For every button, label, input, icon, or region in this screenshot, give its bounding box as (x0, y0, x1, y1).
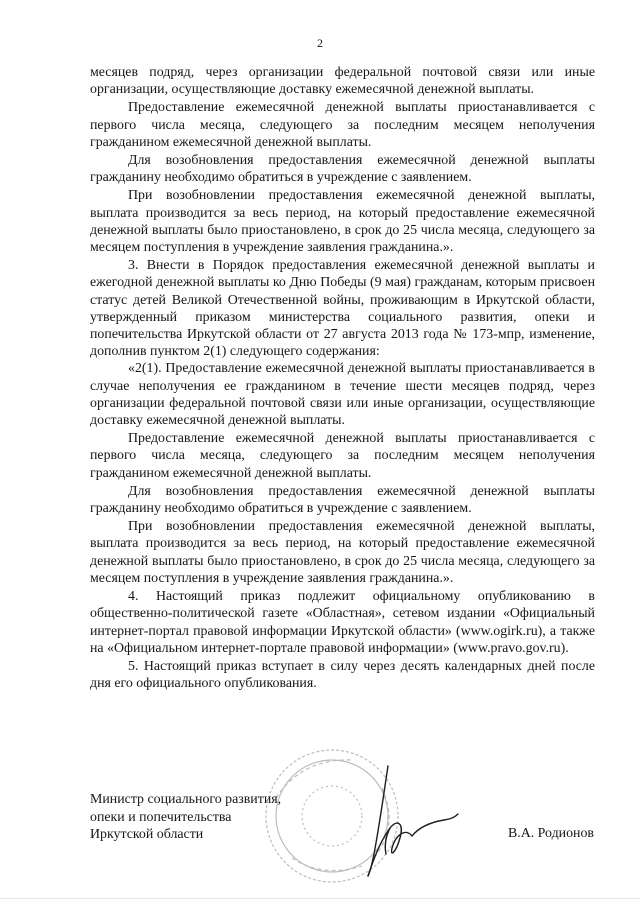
paragraph: Предоставление ежемесячной денежной выплаты приостанавливается с первого числа месяца, следующего за последним месяцем неполучения гражданином ежемесячной денежной выплаты. (90, 100, 595, 150)
paragraph-item-4: 4. Настоящий приказ подлежит официальному опубликованию в общественно-политической газете «Областная», сетевом издании «Официальный интернет-портал правовой информации Иркутской области» (www.ogirk.ru), а также на «Официальном интернет-портале правовой информации» (www.pravo.gov.ru). (90, 589, 595, 656)
paragraph: Предоставление ежемесячной денежной выплаты приостанавливается с первого числа месяца, следующего за последним месяцем неполучения гражданином ежемесячной денежной выплаты. (90, 431, 595, 481)
signatory-position (90, 791, 281, 844)
signatory-position-line: Министр социального развития, (90, 792, 282, 807)
paragraph: При возобновлении предоставления ежемесячной денежной выплаты, выплата производится за весь период, на который предоставление ежемесячной денежной выплаты было приостановлено, в срок до 25 числа месяца, следующего за месяцем поступления в учреждение заявления гражданина.». (90, 519, 595, 586)
paragraph: Для возобновления предоставления ежемесячной денежной выплаты гражданину необходимо обратиться в учреждение с заявлением. (90, 153, 595, 186)
paragraph: Для возобновления предоставления ежемесячной денежной выплаты гражданину необходимо обратиться в учреждение с заявлением. (90, 483, 595, 517)
handwritten-signature (340, 762, 480, 882)
paragraph: При возобновлении предоставления ежемесячной денежной выплаты, выплата производится за весь период, на который предоставление ежемесячной денежной выплаты было приостановлено, в срок до 25 числа месяца, следующего за месяцем поступления в учреждение заявления гражданина.». (90, 188, 595, 256)
page-bottom-edge (0, 898, 640, 899)
signatory-position-line: Иркутской области (90, 827, 204, 843)
paragraph-continuation: месяцев подряд, через организации федеральной почтовой связи или иные организации, осуществляющие доставку ежемесячной денежной выплаты. (90, 65, 595, 98)
document-body (90, 64, 595, 692)
page-number: 2 (317, 36, 323, 50)
paragraph-item-3: 3. Внести в Порядок предоставления ежемесячной денежной выплаты и ежегодной денежной выплаты ко Дню Победы (9 мая) гражданам, которым присвоен статус детей Великой Отечественной войны, проживающим в Иркутской области, утвержденный приказом министерства социального развития, опеки и попечительства Иркутской области от 27 августа 2013 года № 173-мпр, изменение, дополнив пунктом 2(1) следующего содержания: (90, 258, 595, 360)
paragraph-item-5: 5. Настоящий приказ вступает в силу через десять календарных дней после дня его официального опубликования. (90, 658, 595, 692)
signatory-name: В.А. Родионов (507, 826, 594, 841)
paragraph-quoted-2-1: «2(1). Предоставление ежемесячной денежной выплаты приостанавливается в случае неполучения ее гражданином в течение шести месяцев подряд, через организации федеральной почтовой связи или иные организации, осуществляющие доставку ежемесячной денежной выплаты. (90, 361, 595, 429)
signatory-position-line: опеки и попечительства (90, 809, 232, 825)
